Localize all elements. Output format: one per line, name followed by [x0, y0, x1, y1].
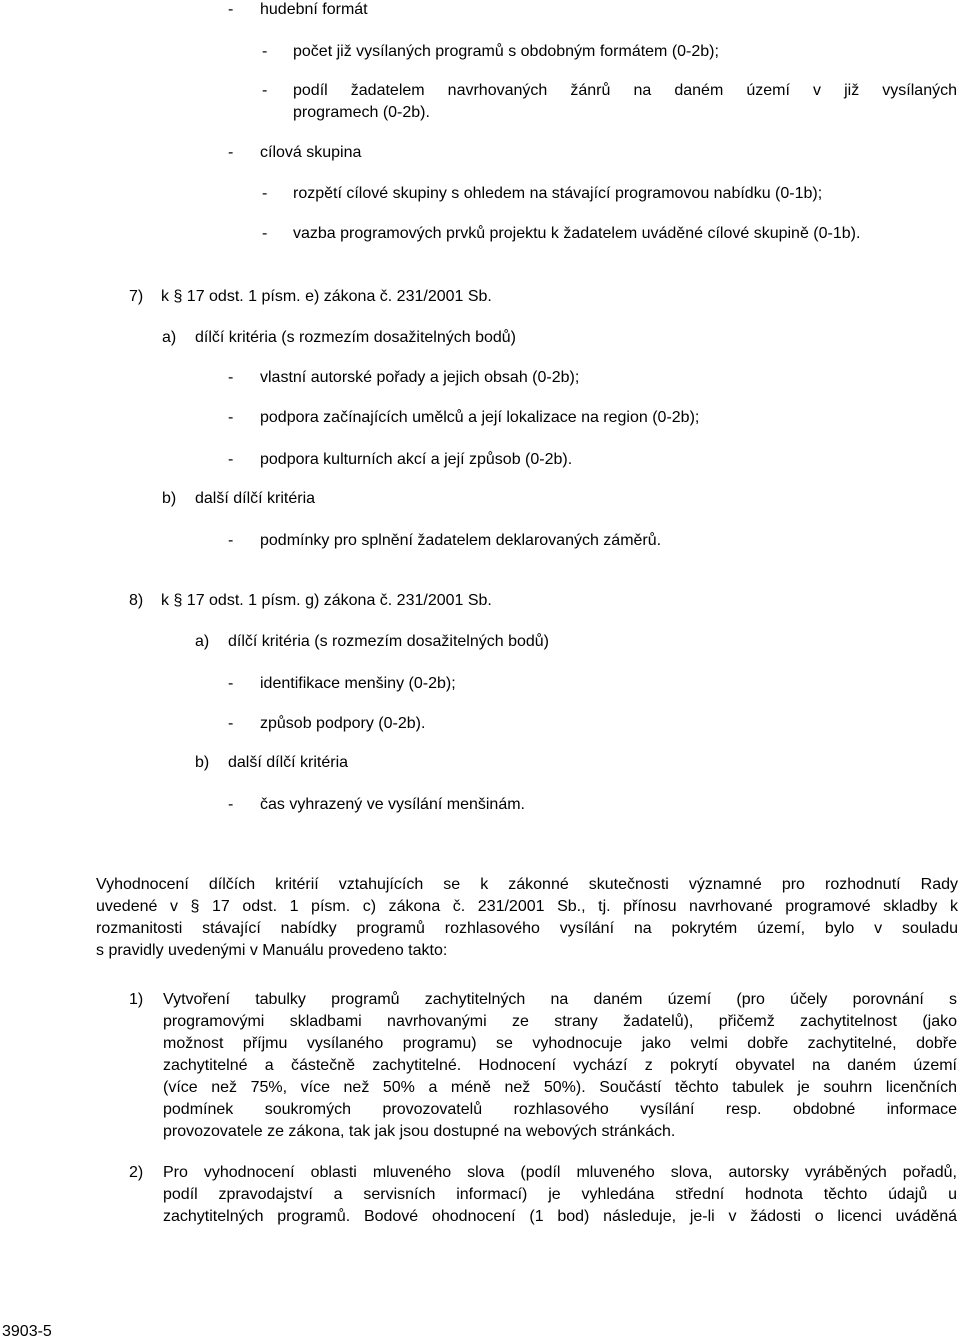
subsection-heading: dílčí kritéria (s rozmezím dosažitelných bodů)	[195, 329, 516, 346]
item-line: podmínek soukromých provozovatelů rozhlasového vysílání resp. obdobné informace	[163, 1101, 957, 1118]
item-line: provozovatele ze zákona, tak jak jsou dostupné na webových stránkách.	[163, 1123, 676, 1140]
list-item-text: cílová skupina	[260, 144, 362, 161]
section-number: 8)	[129, 592, 144, 609]
item-line: podíl zpravodajství a servisních informací) je vyhledána střední hodnota těchto údajů u	[163, 1186, 957, 1203]
list-item-text: podpora kulturních akcí a její způsob (0-2b).	[260, 451, 573, 468]
bullet-dash: -	[228, 409, 234, 426]
bullet-dash: -	[262, 185, 268, 202]
section-number: 7)	[129, 288, 144, 305]
paragraph-line: rozmanitosti stávající nabídky programů rozhlasového vysílání na pokrytém území, bylo v souladu	[96, 920, 958, 937]
item-line: (více než 75%, více než 50% a méně než 50%). Součástí těchto tabulek je souhrn licenčních	[163, 1079, 957, 1096]
list-item-text: identifikace menšiny (0-2b);	[260, 675, 456, 692]
bullet-dash: -	[228, 796, 234, 813]
list-item-text: podmínky pro splnění žadatelem deklarovaných záměrů.	[260, 532, 662, 549]
item-number: 2)	[129, 1164, 144, 1181]
page-code: 3903-5	[2, 1323, 52, 1340]
list-item-text: počet již vysílaných programů s obdobným formátem (0-2b);	[293, 43, 719, 60]
item-line: programovými skladbami navrhovanými ze strany žadatelů), přičemž zachytitelnost (jako	[163, 1013, 957, 1030]
list-item-text: vlastní autorské pořady a jejich obsah (0-2b);	[260, 369, 580, 386]
paragraph-line: s pravidly uvedenými v Manuálu provedeno takto:	[96, 942, 448, 959]
list-item-text: způsob podpory (0-2b).	[260, 715, 426, 732]
subsection-heading: dílčí kritéria (s rozmezím dosažitelných bodů)	[228, 633, 549, 650]
bullet-dash: -	[228, 1, 234, 18]
item-line: zachytitelné a částečně zachytitelné. Hodnocení vychází z pokrytí obyvatel na daném území	[163, 1057, 957, 1074]
subsection-letter: b)	[195, 754, 210, 771]
section-heading: k § 17 odst. 1 písm. e) zákona č. 231/2001 Sb.	[161, 288, 492, 305]
bullet-dash: -	[228, 675, 234, 692]
item-line: zachytitelných programů. Bodové ohodnocení (1 bod) následuje, je-li v žádosti o licenci uváděná	[163, 1208, 957, 1225]
subsection-letter: a)	[162, 329, 177, 346]
paragraph-line: uvedené v § 17 odst. 1 písm. c) zákona č. 231/2001 Sb., tj. přínosu navrhované programové skladby k	[96, 898, 958, 915]
bullet-dash: -	[262, 225, 268, 242]
list-item-text: čas vyhrazený ve vysílání menšinám.	[260, 796, 525, 813]
section-heading: k § 17 odst. 1 písm. g) zákona č. 231/2001 Sb.	[161, 592, 492, 609]
list-item-text-continued: programech (0-2b).	[293, 104, 430, 121]
item-line: Vytvoření tabulky programů zachytitelných na daném území (pro účely porovnání s	[163, 991, 957, 1008]
list-item-text: podíl žadatelem navrhovaných žánrů na daném území v již vysílaných	[293, 82, 957, 99]
item-number: 1)	[129, 991, 144, 1008]
bullet-dash: -	[228, 715, 234, 732]
list-item-text: podpora začínajících umělců a její lokalizace na region (0-2b);	[260, 409, 700, 426]
item-line: možnost příjmu vysílaného programu) se vyhodnocuje jako velmi dobře zachytitelné, dobře	[163, 1035, 957, 1052]
bullet-dash: -	[228, 532, 234, 549]
subsection-letter: a)	[195, 633, 210, 650]
bullet-dash: -	[228, 369, 234, 386]
list-item-text: hudební formát	[260, 1, 368, 18]
paragraph-line: Vyhodnocení dílčích kritérií vztahujících se k zákonné skutečnosti významné pro rozhodnutí Rady	[96, 876, 958, 893]
bullet-dash: -	[228, 451, 234, 468]
item-line: Pro vyhodnocení oblasti mluveného slova (podíl mluveného slova, autorsky vyráběných pořadů,	[163, 1164, 957, 1181]
bullet-dash: -	[262, 82, 268, 99]
list-item-text: vazba programových prvků projektu k žadatelem uváděné cílové skupině (0-1b).	[293, 225, 861, 242]
subsection-heading: další dílčí kritéria	[228, 754, 349, 771]
subsection-letter: b)	[162, 490, 177, 507]
list-item-text: rozpětí cílové skupiny s ohledem na stávající programovou nabídku (0-1b);	[293, 185, 823, 202]
bullet-dash: -	[262, 43, 268, 60]
bullet-dash: -	[228, 144, 234, 161]
subsection-heading: další dílčí kritéria	[195, 490, 316, 507]
